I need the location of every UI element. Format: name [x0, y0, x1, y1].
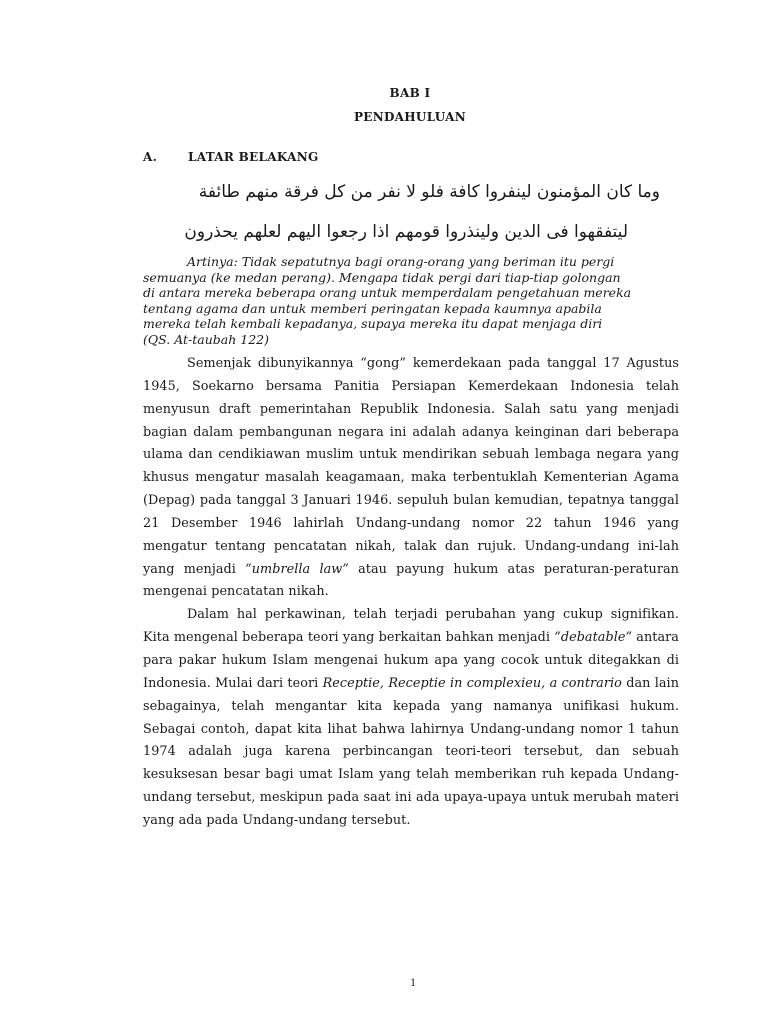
section-number: A. [143, 150, 158, 164]
paragraph-1-text: Semenjak dibunyikannya “gong” kemerdekaan pada tanggal 17 Agustus 1945, Soekarno bersama Panitia Persiapan Kemerdekaan Indonesia telah menyusun draft pemerintahan Republik Indonesia. Salah satu yang menjadi bagian dalam pembangunan negara ini adalah adanya keinginan dari beberapa ulama dan cendikiawan muslim untuk mendirikan sebuah lembaga negara yang khusus mengatur masalah keagamaan, maka terbentuklah Kementerian Agama (Depag) pada tanggal 3 Januari 1946. sepuluh bulan kemudian, tepatnya tanggal 21 Desember 1946 lahirlah Undang-undang nomor 22 tahun 1946 yang mengatur tentang pencatatan nikah, talak dan rujuk. Undang-undang ini-lah yang menjadi [143, 356, 679, 577]
chapter-number: BAB I [389, 86, 431, 100]
paragraph-2 [143, 604, 679, 832]
paragraph-1-text-end: atau payung hukum atas peraturan-peraturan mengenai pencatatan nikah. [143, 561, 679, 600]
page-number: 1 [410, 975, 416, 989]
paragraph-2-text: Dalam hal perkawinan, telah terjadi perubahan yang cukup signifikan. Kita mengenal beberapa teori yang berkaitan bahkan menjadi [143, 607, 679, 646]
italic-term-debatable: “debatable” [554, 630, 633, 646]
arabic-verse-line-2: ليتفقهوا فى الدين ولينذروا قومهم اذا رجعوا اليهم لعلهم يحذرون [184, 222, 628, 242]
italic-term-theories: Receptie, Receptie in complexieu, a contrario [322, 675, 622, 691]
paragraph-1 [143, 353, 679, 604]
chapter-title: PENDAHULUAN [353, 110, 467, 124]
verse-translation: Artinya: Tidak sepatutnya bagi orang-orang yang beriman itu pergi semuanya (ke medan perang). Mengapa tidak pergi dari tiap-tiap golongan di antara mereka beberapa orang untuk memperdalam pengetahuan mereka tentang agama dan untuk memberi peringatan kepada kaumnya apabila mereka telah kembali kepadanya, supaya mereka itu dapat menjaga diri (QS. At-taubah 122) [143, 254, 632, 347]
italic-term-umbrella-law: “umbrella law” [245, 561, 349, 577]
section-title: LATAR BELAKANG [188, 150, 319, 164]
body-text [143, 353, 679, 833]
paragraph-2-text-end: dan lain sebagainya, telah mengantar kita kepada yang namanya unifikasi hukum. Sebagai contoh, dapat kita lihat bahwa lahirnya Undang-undang nomor 1 tahun 1974 adalah juga karena perbincangan teori-teori tersebut, dan sebuah kesuksesan besar bagi umat Islam yang telah memberikan ruh kepada Undang-undang tersebut, meskipun pada saat ini ada upaya-upaya untuk merubah materi yang ada pada Undang-undang tersebut. [143, 675, 679, 828]
arabic-verse-line-1: وما كان المؤمنون لينفروا كافة فلو لا نفر من كل فرقة منهم طائفة [198, 182, 660, 202]
paragraph-2-text-mid: antara para pakar hukum Islam mengenai hukum apa yang cocok untuk ditegakkan di Indonesia. Mulai dari teori [143, 630, 679, 691]
